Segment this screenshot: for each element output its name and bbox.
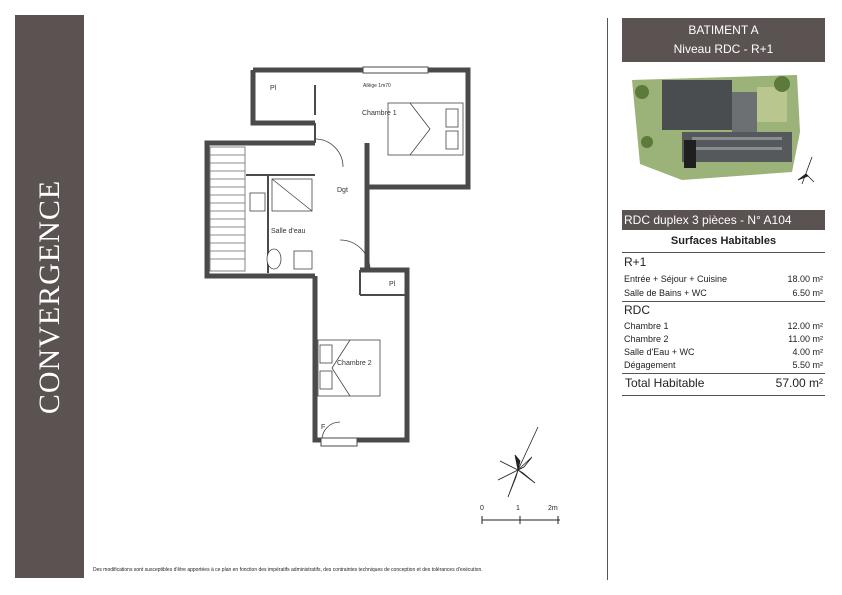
surface-row: [624, 333, 823, 346]
building-level: Niveau RDC - R+1: [673, 42, 774, 56]
chambre1-label: Chambre 1: [362, 110, 397, 117]
pl-top-label: Pl: [270, 85, 277, 92]
surfaces-header: Surfaces Habitables: [622, 230, 825, 253]
surface-name: Chambre 2: [624, 334, 669, 344]
surface-name: Salle de Bains + WC: [624, 288, 707, 298]
total-label: Total Habitable: [625, 376, 705, 390]
salle-eau-label: Salle d'eau: [271, 228, 306, 235]
total-value: 57.00 m²: [775, 376, 823, 390]
building-title-box: [622, 18, 825, 62]
compass-icon: [490, 425, 550, 505]
brand-band: [15, 15, 84, 578]
brand-logo-text: CONVERGENCE: [32, 179, 66, 414]
allege-label: Allège 1m70: [363, 83, 391, 89]
scale-tick-1: 1: [516, 505, 520, 512]
scale-bar: [480, 505, 570, 530]
section-r1-label: R+1: [624, 255, 647, 269]
total-separator-bottom: [622, 395, 825, 396]
surface-value: 4.00 m²: [792, 347, 823, 357]
scale-bar-graphic: [480, 514, 570, 526]
surface-name: Salle d'Eau + WC: [624, 347, 695, 357]
aerial-view-image: [622, 72, 825, 194]
surface-value: 11.00 m²: [788, 334, 823, 344]
surface-value: 5.50 m²: [792, 360, 823, 370]
wall-pl: [253, 70, 315, 123]
chambre2-label: Chambre 2: [337, 360, 372, 367]
surface-name: Dégagement: [624, 360, 676, 370]
building-name: BATIMENT A: [688, 23, 759, 37]
scale-tick-2: 2m: [548, 505, 558, 512]
surface-row: [624, 346, 823, 359]
surface-name: Chambre 1: [624, 321, 669, 331]
surface-value: 18.00 m²: [787, 274, 823, 284]
section-rdc-label: RDC: [624, 303, 650, 317]
disclaimer-text: Des modifications sont susceptibles d'être apportées à ce plan en fonction des impératifs administratifs, des contraintes techniques de conception et des tolérances d'exécution.: [93, 567, 483, 573]
floor-plan: [150, 55, 480, 465]
floor-plan-drawing: [150, 55, 480, 465]
section-separator: [622, 301, 825, 302]
surface-value: 6.50 m²: [792, 288, 823, 298]
pl-right-label: Pl: [389, 281, 396, 288]
surface-row: [624, 287, 823, 300]
f-label: F: [321, 424, 326, 431]
surface-value: 12.00 m²: [787, 321, 823, 331]
scale-tick-0: 0: [480, 505, 484, 512]
unit-title: RDC duplex 3 pièces - N° A104: [622, 210, 825, 230]
total-row: [622, 373, 825, 395]
surface-row: [624, 273, 823, 286]
surface-name: Entrée + Séjour + Cuisine: [624, 274, 728, 284]
surface-row: [624, 359, 823, 372]
vertical-divider: [607, 18, 608, 580]
surface-row: [624, 320, 823, 333]
dgt-label: Dgt: [337, 187, 348, 194]
